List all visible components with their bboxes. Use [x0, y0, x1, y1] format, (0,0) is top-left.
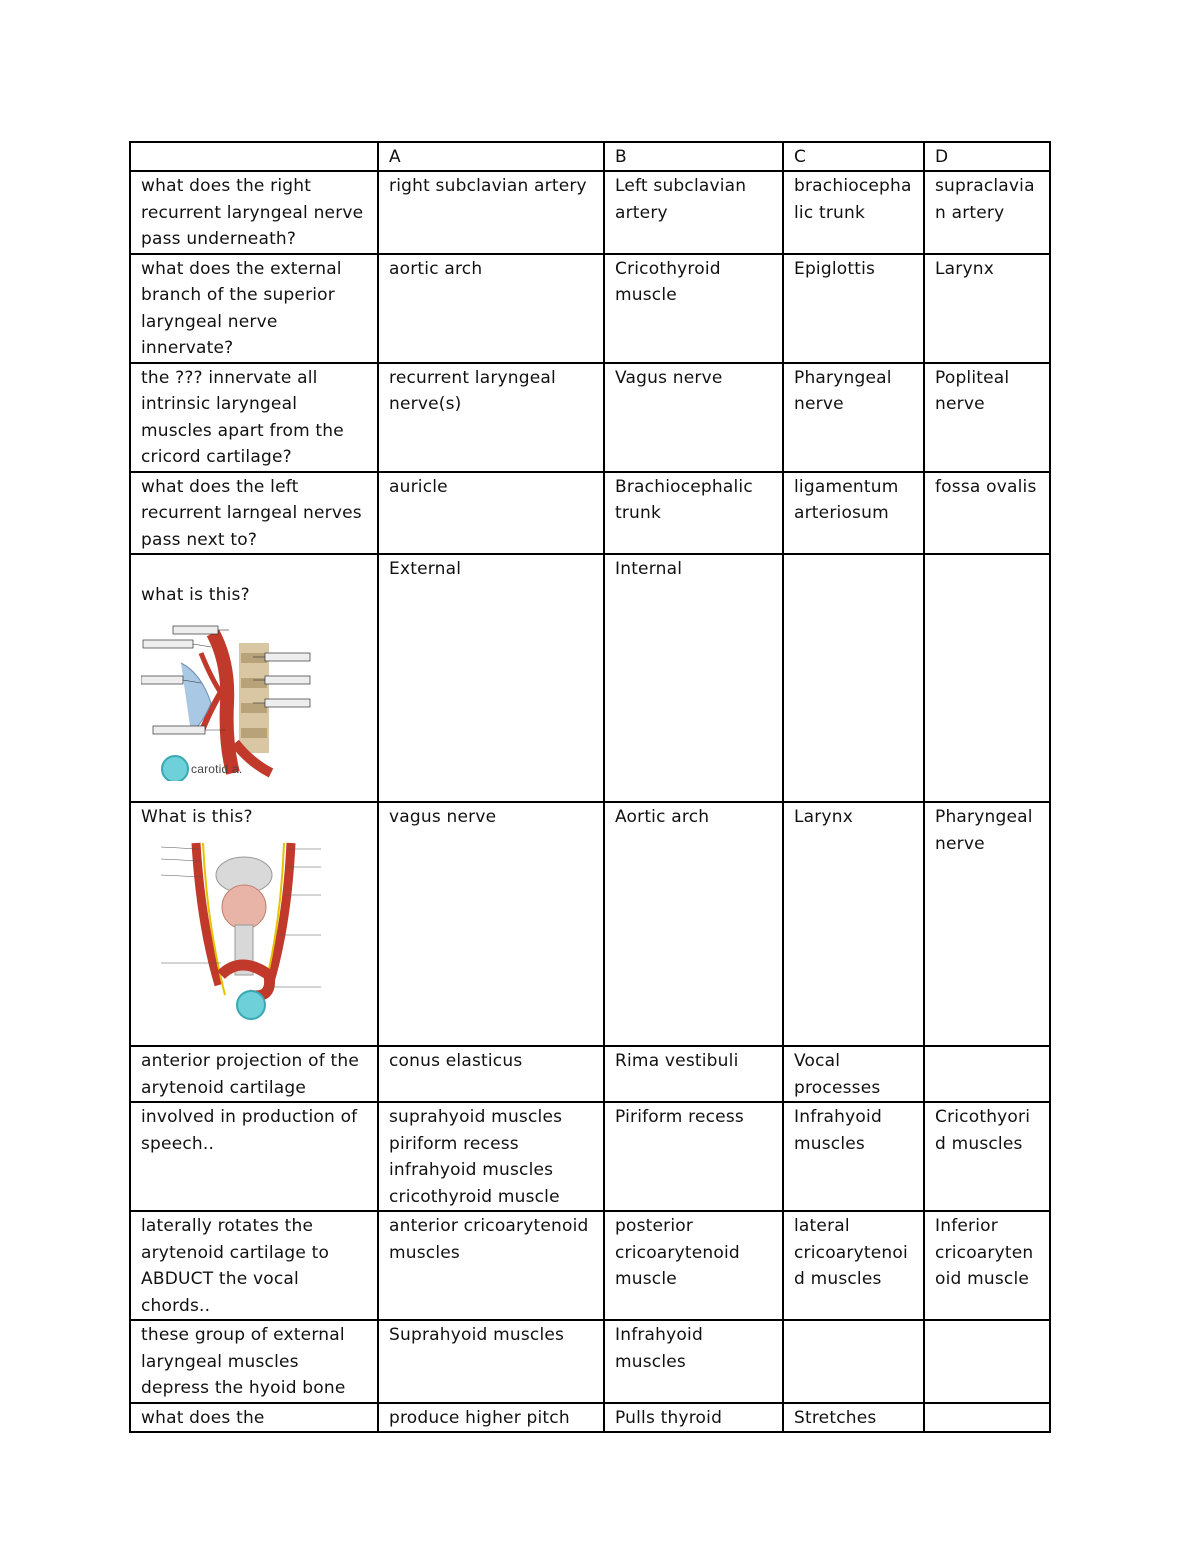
question-cell: what does the left recurrent larngeal nerves pass next to? — [130, 472, 378, 555]
header-row — [130, 142, 1050, 171]
question-cell: what does the right recurrent laryngeal nerve pass underneath? — [130, 171, 378, 254]
option-b-cell: Brachiocephalic trunk — [604, 472, 783, 555]
option-a-cell: auricle — [378, 472, 604, 555]
option-c-cell: ligamentum arteriosum — [783, 472, 924, 555]
option-b-cell: Rima vestibuli — [604, 1046, 783, 1102]
option-b-cell: Cricothyroid muscle — [604, 254, 783, 363]
option-c-cell — [783, 554, 924, 802]
option-a-cell: recurrent laryngeal nerve(s) — [378, 363, 604, 472]
option-c-cell: Pharyngeal nerve — [783, 363, 924, 472]
table-row — [130, 254, 1050, 363]
option-b-cell: posterior cricoarytenoid muscle — [604, 1211, 783, 1320]
option-d-cell — [924, 554, 1050, 802]
question-cell — [130, 802, 378, 1046]
option-a-cell: aortic arch — [378, 254, 604, 363]
option-b-cell: Left subclavian artery — [604, 171, 783, 254]
table-row — [130, 1046, 1050, 1102]
header-cell-c: C — [783, 142, 924, 171]
option-a-cell: External — [378, 554, 604, 802]
option-c-cell: Stretches — [783, 1403, 924, 1433]
option-d-cell: Cricothyorid muscles — [924, 1102, 1050, 1211]
question-cell: what does the — [130, 1403, 378, 1433]
table-row — [130, 363, 1050, 472]
quiz-table — [129, 141, 1051, 1433]
table-row — [130, 472, 1050, 555]
option-a-cell: conus elasticus — [378, 1046, 604, 1102]
question-cell: laterally rotates the arytenoid cartilage to ABDUCT the vocal chords.. — [130, 1211, 378, 1320]
table-row — [130, 554, 1050, 802]
blank-line — [141, 556, 367, 582]
option-d-cell: fossa ovalis — [924, 472, 1050, 555]
option-a-cell: anterior cricoarytenoid muscles — [378, 1211, 604, 1320]
question-cell: what does the external branch of the superior laryngeal nerve innervate? — [130, 254, 378, 363]
option-d-cell — [924, 1403, 1050, 1433]
option-a-cell: suprahyoid muscles piriform recess infrahyoid muscles cricothyroid muscle — [378, 1102, 604, 1211]
table-row — [130, 1403, 1050, 1433]
table-row — [130, 1320, 1050, 1403]
option-c-cell: Vocal processes — [783, 1046, 924, 1102]
option-b-cell: Internal — [604, 554, 783, 802]
option-c-cell: Epiglottis — [783, 254, 924, 363]
option-c-cell: brachiocephalic trunk — [783, 171, 924, 254]
question-text: What is this? — [141, 807, 253, 827]
option-c-cell: Infrahyoid muscles — [783, 1102, 924, 1211]
option-a-cell: vagus nerve — [378, 802, 604, 1046]
table-row — [130, 1211, 1050, 1320]
option-d-cell — [924, 1320, 1050, 1403]
larynx-nerves-figure — [141, 835, 331, 1025]
header-cell-blank — [130, 142, 378, 171]
option-d-cell — [924, 1046, 1050, 1102]
option-d-cell: Popliteal nerve — [924, 363, 1050, 472]
table-row — [130, 1102, 1050, 1211]
option-a-cell: produce higher pitch — [378, 1403, 604, 1433]
question-cell: these group of external laryngeal muscles depress the hyoid bone — [130, 1320, 378, 1403]
option-c-cell: lateral cricoarytenoid muscles — [783, 1211, 924, 1320]
option-b-cell: Aortic arch — [604, 802, 783, 1046]
question-cell: involved in production of speech.. — [130, 1102, 378, 1211]
option-b-cell: Vagus nerve — [604, 363, 783, 472]
question-cell: the ??? innervate all intrinsic laryngeal muscles apart from the cricord cartilage? — [130, 363, 378, 472]
option-b-cell: Infrahyoid muscles — [604, 1320, 783, 1403]
question-text: what is this? — [141, 585, 250, 605]
option-d-cell: Pharyngeal nerve — [924, 802, 1050, 1046]
header-cell-b: B — [604, 142, 783, 171]
table-row — [130, 171, 1050, 254]
header-cell-d: D — [924, 142, 1050, 171]
figure-label: carotid a. — [191, 761, 243, 776]
option-c-cell: Larynx — [783, 802, 924, 1046]
header-cell-a: A — [378, 142, 604, 171]
option-b-cell: Piriform recess — [604, 1102, 783, 1211]
neck-arteries-figure — [141, 623, 331, 781]
option-d-cell: supraclavian artery — [924, 171, 1050, 254]
option-d-cell: Larynx — [924, 254, 1050, 363]
question-cell: anterior projection of the arytenoid cartilage — [130, 1046, 378, 1102]
option-b-cell: Pulls thyroid — [604, 1403, 783, 1433]
option-a-cell: right subclavian artery — [378, 171, 604, 254]
option-a-cell: Suprahyoid muscles — [378, 1320, 604, 1403]
question-cell — [130, 554, 378, 802]
option-d-cell: Inferior cricoarytenoid muscle — [924, 1211, 1050, 1320]
option-c-cell — [783, 1320, 924, 1403]
table-row — [130, 802, 1050, 1046]
